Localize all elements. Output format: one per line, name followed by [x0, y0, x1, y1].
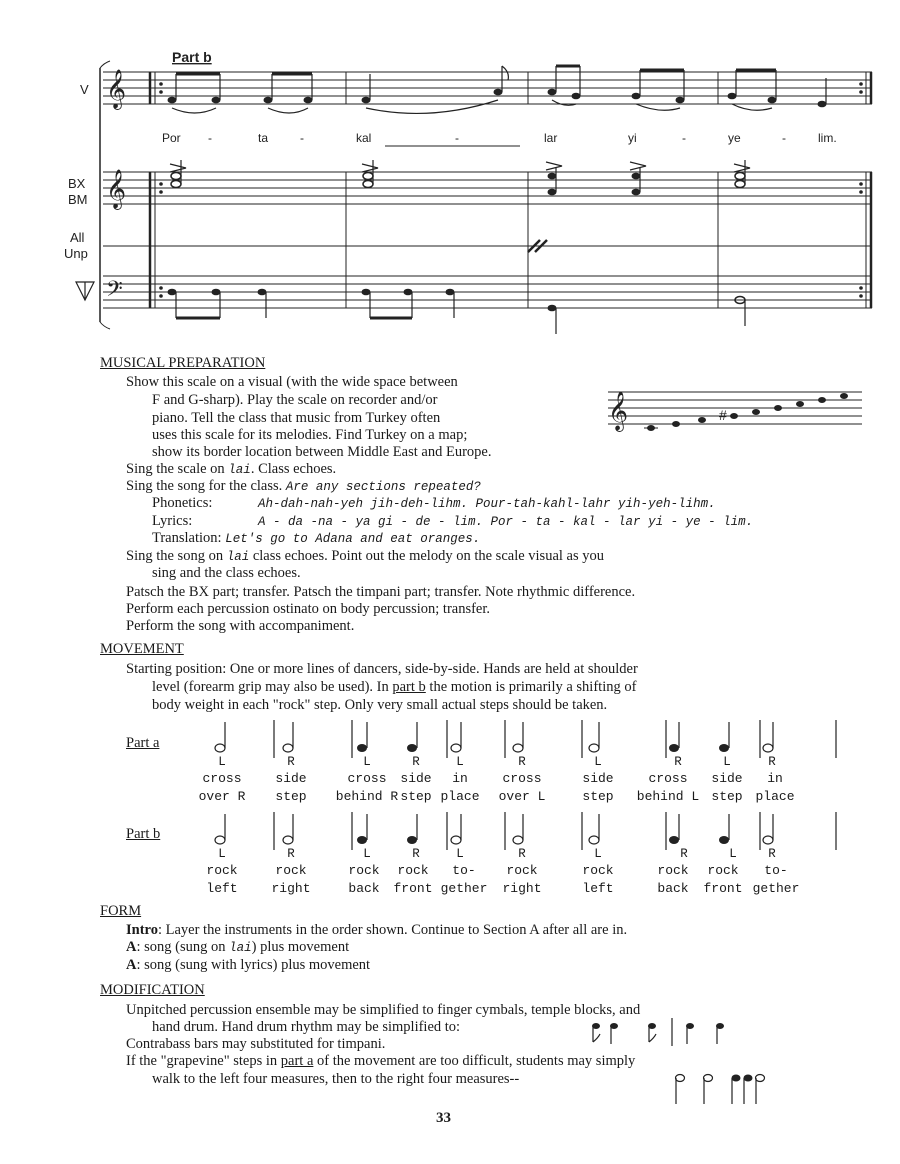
step-desc: side step [582, 771, 614, 804]
prep-line: Show this scale on a visual (with the wide space between [126, 374, 458, 390]
modification-heading: MODIFICATION [100, 982, 205, 998]
foot-letter: L [456, 755, 464, 769]
music-score [0, 0, 900, 340]
step-desc: rock left [582, 863, 614, 896]
part-a-rhythm [200, 716, 850, 760]
lyric-syllable: - [782, 131, 786, 145]
foot-letter: R [680, 847, 688, 861]
prep-line: piano. Tell the class that music from Turkey often [152, 410, 441, 426]
step-desc: cross behind R [335, 771, 399, 804]
part-b-rhythm [200, 808, 850, 852]
modification-line: Unpitched percussion ensemble may be simplified to finger cymbals, temple blocks, and [126, 1002, 641, 1018]
phonetics-label: Phonetics: [152, 495, 213, 511]
perform-line: Perform each percussion ostinato on body percussion; transfer. [126, 601, 491, 617]
lyric-syllable: lim. [818, 131, 837, 145]
form-a1: A: song (sung on lai) plus movement [126, 939, 350, 955]
prep-line: show its border location between Middle East and Europe. [152, 444, 492, 460]
bx-bm-staff [103, 172, 872, 204]
step-desc: rock back [657, 863, 689, 896]
step-desc: cross over L [498, 771, 546, 804]
label-bm: BM [68, 192, 88, 207]
foot-letter: R [518, 847, 526, 861]
foot-letter: L [594, 755, 602, 769]
lyric-syllable: Por [162, 131, 181, 145]
lyric-syllable: - [682, 131, 686, 145]
step-desc: cross over R [198, 771, 246, 804]
foot-letter: L [363, 755, 371, 769]
foot-letter: L [363, 847, 371, 861]
step-desc: side step [711, 771, 743, 804]
svg-text:𝄞: 𝄞 [608, 392, 629, 430]
musical-preparation-heading: MUSICAL PREPARATION [100, 355, 266, 371]
step-desc: rock left [206, 863, 238, 896]
foot-letter: L [729, 847, 737, 861]
modification-line: Contrabass bars may substituted for timpani. [126, 1036, 386, 1052]
movement-line: body weight in each "rock" step. Only very small actual steps should be taken. [152, 697, 608, 713]
lyric-syllable: - [455, 131, 459, 145]
sing-song-line: Sing the song for the class. Are any sections repeated? [126, 478, 481, 494]
lyric-syllable: yi [628, 131, 637, 145]
step-desc: rock right [502, 863, 542, 896]
step-desc: side step [400, 771, 432, 804]
label-voice: V [80, 82, 89, 97]
foot-letter: R [287, 755, 295, 769]
step-desc: in place [755, 771, 795, 804]
foot-letter: L [218, 755, 226, 769]
step-desc: rock front [393, 863, 433, 896]
label-bx: BX [68, 176, 86, 191]
perform-line: Perform the song with accompaniment. [126, 618, 355, 634]
sing-scale-line: Sing the scale on lai. Class echoes. [126, 461, 337, 477]
modification-line: walk to the left four measures, then to the right four measures-- [152, 1071, 520, 1087]
score-part-label: Part b [172, 49, 212, 65]
label-all: All [70, 230, 85, 245]
movement-line: level (forearm grip may also be used). In part b the motion is primarily a shifting of [152, 679, 637, 695]
foot-letter: R [287, 847, 295, 861]
lyric-syllable: ta [258, 131, 269, 145]
form-heading: FORM [100, 903, 142, 919]
foot-letter: R [674, 755, 682, 769]
part-b-label: Part b [126, 826, 161, 842]
lyrics-label: Lyrics: [152, 513, 193, 529]
prep-line: uses this scale for its melodies. Find Turkey on a map; [152, 427, 468, 443]
lyric-syllable: - [208, 131, 212, 145]
patsch-line: Patsch the BX part; transfer. Patsch the timpani part; transfer. Note rhythmic difference. [126, 584, 636, 600]
label-unp: Unp [64, 246, 88, 261]
movement-heading: MOVEMENT [100, 641, 184, 657]
foot-letter: L [218, 847, 226, 861]
form-a2: A: song (sung with lyrics) plus movement [126, 957, 371, 973]
step-desc: rock front [703, 863, 743, 896]
modification-line: If the "grapevine" steps in part a of the movement are too difficult, students may simply [126, 1053, 636, 1069]
step-desc: rock right [271, 863, 311, 896]
svg-text:𝄢: 𝄢 [106, 276, 123, 306]
lyric-syllable: lar [544, 131, 558, 145]
foot-letter: R [518, 755, 526, 769]
svg-text:#: # [719, 407, 727, 423]
foot-letter: L [594, 847, 602, 861]
form-intro: Intro: Layer the instruments in the order shown. Continue to Section A after all are in. [126, 922, 628, 938]
step-desc: side step [275, 771, 307, 804]
lyrics-text: A - da -na - ya gi - de - lim. Por - ta - kal - lar yi - ye - lim. [258, 515, 754, 529]
sing-lai-line-2: sing and the class echoes. [152, 565, 301, 581]
svg-text:𝄞: 𝄞 [106, 170, 127, 208]
hand-drum-rhythm [590, 1016, 740, 1048]
foot-letter: R [768, 755, 776, 769]
step-desc: cross behind L [636, 771, 700, 804]
step-desc: rock back [348, 863, 380, 896]
foot-letter: L [456, 847, 464, 861]
sing-lai-line: Sing the song on lai class echoes. Point out the melody on the scale visual as you [126, 548, 604, 564]
walk-rhythm [672, 1068, 772, 1108]
prep-line: F and G-sharp). Play the scale on recorder and/or [152, 392, 438, 408]
foot-letter: L [723, 755, 731, 769]
foot-letter: R [768, 847, 776, 861]
foot-letter: R [412, 755, 420, 769]
movement-line: Starting position: One or more lines of dancers, side-by-side. Hands are held at shoulder [126, 661, 638, 677]
step-desc: to- gether [752, 863, 800, 896]
scale-visual [606, 378, 864, 438]
modification-line: hand drum. Hand drum rhythm may be simplified to: [152, 1019, 461, 1035]
step-desc: to- gether [440, 863, 488, 896]
lyric-syllable: kal [356, 131, 372, 145]
page-number: 33 [436, 1110, 451, 1126]
foot-letter: R [412, 847, 420, 861]
phonetics-text: Ah-dah-nah-yeh jih-deh-lihm. Pour-tah-kahl-lahr yih-yeh-lihm. [258, 497, 716, 511]
lyric-syllable: ye [728, 131, 741, 145]
svg-text:𝄞: 𝄞 [106, 70, 127, 108]
step-desc: in place [440, 771, 480, 804]
part-a-label: Part a [126, 735, 160, 751]
translation-line: Translation: Let's go to Adana and eat oranges. [152, 530, 481, 546]
lyric-syllable: - [300, 131, 304, 145]
